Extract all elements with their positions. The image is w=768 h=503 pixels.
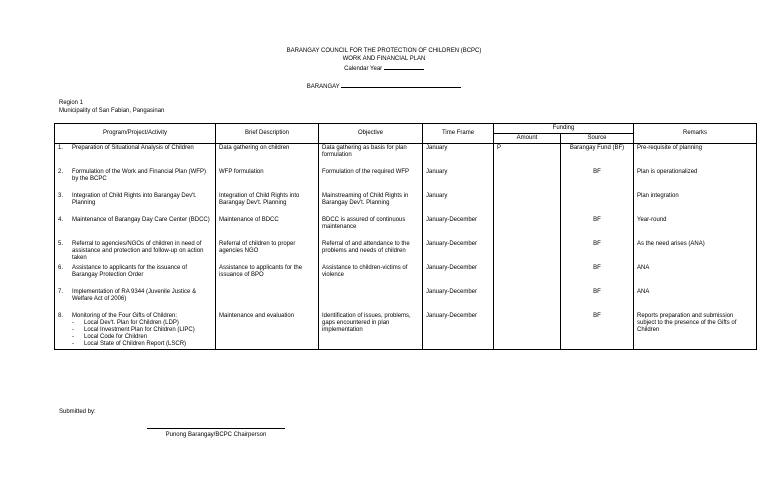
item-number: 5.: [58, 241, 64, 247]
item-number: 4.: [58, 217, 64, 223]
gift-item: [72, 327, 212, 334]
objective-cell: BDCC is assured of continuous maintenance: [319, 216, 423, 240]
program-text: Assistance to applicants for the issuance of Barangay Protection Order: [72, 265, 188, 278]
item-number: 7.: [58, 289, 64, 295]
header-program: Program/Project/Activity: [55, 124, 216, 144]
program-text: Integration of Child Rights into Barangay Dev't. Planning: [72, 193, 197, 206]
council-title: BARANGAY COUNCIL FOR THE PROTECTION OF CHILDREN (BCPC): [286, 48, 482, 54]
source-cell: BF: [561, 264, 634, 288]
description-cell: [216, 288, 319, 312]
calendar-year-label: Calendar Year: [344, 66, 383, 72]
objective-cell: Identification of issues, problems, gaps encountered in plan implementation: [319, 312, 423, 350]
table-row: [55, 288, 757, 312]
gift-item: [72, 320, 212, 327]
dash-bullet: -: [72, 341, 74, 347]
objective-cell: Assistance to children-victims of violence: [319, 264, 423, 288]
table-row: [55, 240, 757, 264]
calendar-year-line: [0, 63, 768, 73]
timeframe-cell: January-December: [423, 312, 494, 350]
program-text: Referral to agencies/NGOs of children in need of assistance and protection and follow-up on action taken: [72, 241, 204, 261]
amount-cell: [494, 288, 561, 312]
remarks-cell: ANA: [634, 264, 757, 288]
description-cell: Integration of Child Rights into Barangay Dev't. Planning: [216, 192, 319, 216]
gift-item: [72, 341, 212, 348]
remarks-cell: ANA: [634, 288, 757, 312]
barangay-label: BARANGAY: [306, 84, 340, 90]
objective-cell: Referral of and attendance to the problems and needs of children: [319, 240, 423, 264]
source-cell: BF: [561, 288, 634, 312]
gift-item-text: Local Investment Plan for Children (LIPC): [84, 327, 195, 333]
item-number: 3.: [58, 193, 64, 199]
program-cell: [55, 192, 216, 216]
program-cell: [55, 264, 216, 288]
objective-cell: Formulation of the required WFP: [319, 168, 423, 192]
table-row: [55, 312, 757, 350]
remarks-cell: Plan is operationalized: [634, 168, 757, 192]
program-cell: [55, 240, 216, 264]
program-cell: [55, 216, 216, 240]
signatory-caption: Punong Barangay/BCPC Chairperson: [165, 432, 267, 438]
submitted-by-label: Submitted by:: [59, 409, 96, 415]
item-number: 2.: [58, 169, 64, 175]
objective-cell: Data gathering as basis for plan formulation: [319, 144, 423, 169]
timeframe-cell: January-December: [423, 216, 494, 240]
dash-bullet: -: [72, 320, 74, 326]
barangay-blank: [341, 81, 461, 88]
source-cell: [561, 192, 634, 216]
header-description: Brief Description: [216, 124, 319, 144]
amount-cell: [494, 264, 561, 288]
municipality-label: Municipality of San Fabian, Pangasinan: [59, 108, 165, 114]
source-cell: Barangay Fund (BF): [561, 144, 634, 169]
remarks-cell: As the need arises (ANA): [634, 240, 757, 264]
gift-item-text: Local State of Children Report (LSCR): [84, 341, 187, 347]
work-financial-plan-table: [54, 123, 757, 350]
item-number: 6.: [58, 265, 64, 271]
dash-bullet: -: [72, 327, 74, 333]
objective-cell: [319, 288, 423, 312]
program-text: Maintenance of Barangay Day Care Center (BDCC): [72, 217, 210, 223]
header-source: Source: [561, 134, 634, 144]
gifts-list: [58, 320, 212, 348]
program-text: Monitoring of the Four Gifts of Children:: [72, 313, 178, 319]
item-number: 8.: [58, 313, 64, 319]
description-cell: Referral of children to proper agencies NGO: [216, 240, 319, 264]
table-row: [55, 144, 757, 169]
remarks-cell: Year-round: [634, 216, 757, 240]
source-cell: BF: [561, 216, 634, 240]
program-text: Implementation of RA 9344 (Juvenile Justice & Welfare Act of 2006): [72, 289, 197, 302]
table-row: [55, 168, 757, 192]
dash-bullet: -: [72, 334, 74, 340]
location-block: [59, 99, 164, 115]
timeframe-cell: January: [423, 168, 494, 192]
gift-item-text: Local Code for Children: [84, 334, 148, 340]
timeframe-cell: January: [423, 144, 494, 169]
header-remarks: Remarks: [634, 124, 757, 144]
timeframe-cell: January-December: [423, 288, 494, 312]
signature-line: [147, 428, 285, 429]
program-text: Preparation of Situational Analysis of Children: [72, 145, 194, 151]
source-cell: BF: [561, 240, 634, 264]
program-cell: [55, 312, 216, 350]
item-number: 1.: [58, 145, 64, 151]
amount-cell: P: [494, 144, 561, 169]
header-objective: Objective: [319, 124, 423, 144]
program-cell: [55, 144, 216, 169]
table-row: [55, 216, 757, 240]
amount-cell: [494, 240, 561, 264]
description-cell: Maintenance and evaluation: [216, 312, 319, 350]
description-cell: Data gathering on children: [216, 144, 319, 169]
header-timeframe: Time Frame: [423, 124, 494, 144]
gift-item: [72, 334, 212, 341]
table-row: [55, 192, 757, 216]
barangay-line: [0, 81, 768, 91]
timeframe-cell: January-December: [423, 240, 494, 264]
timeframe-cell: January: [423, 192, 494, 216]
description-cell: Maintenance of BDCC: [216, 216, 319, 240]
objective-cell: Mainstreaming of Child Rights in Barangay Dev't. Planning: [319, 192, 423, 216]
amount-cell: [494, 312, 561, 350]
calendar-year-blank: [384, 63, 424, 70]
program-text: Formulation of the Work and Financial Plan (WFP) by the BCPC: [72, 169, 206, 182]
header-funding: Funding: [494, 124, 634, 134]
description-cell: WFP formulation: [216, 168, 319, 192]
amount-cell: [494, 216, 561, 240]
description-cell: Assistance to applicants for the issuance of BPO: [216, 264, 319, 288]
header-amount: Amount: [494, 134, 561, 144]
amount-cell: [494, 168, 561, 192]
source-cell: BF: [561, 168, 634, 192]
remarks-cell: Plan integration: [634, 192, 757, 216]
gift-item-text: Local Dev't. Plan for Children (LDP): [84, 320, 179, 326]
amount-cell: [494, 192, 561, 216]
program-cell: [55, 168, 216, 192]
program-cell: [55, 288, 216, 312]
remarks-cell: Pre-requisite of planning: [634, 144, 757, 169]
table-row: [55, 264, 757, 288]
region-label: Region 1: [59, 100, 84, 106]
timeframe-cell: January-December: [423, 264, 494, 288]
source-cell: BF: [561, 312, 634, 350]
plan-title: WORK AND FINANCIAL PLAN: [342, 56, 426, 62]
remarks-cell: Reports preparation and submission subject to the presence of the Gifts of Children: [634, 312, 757, 350]
